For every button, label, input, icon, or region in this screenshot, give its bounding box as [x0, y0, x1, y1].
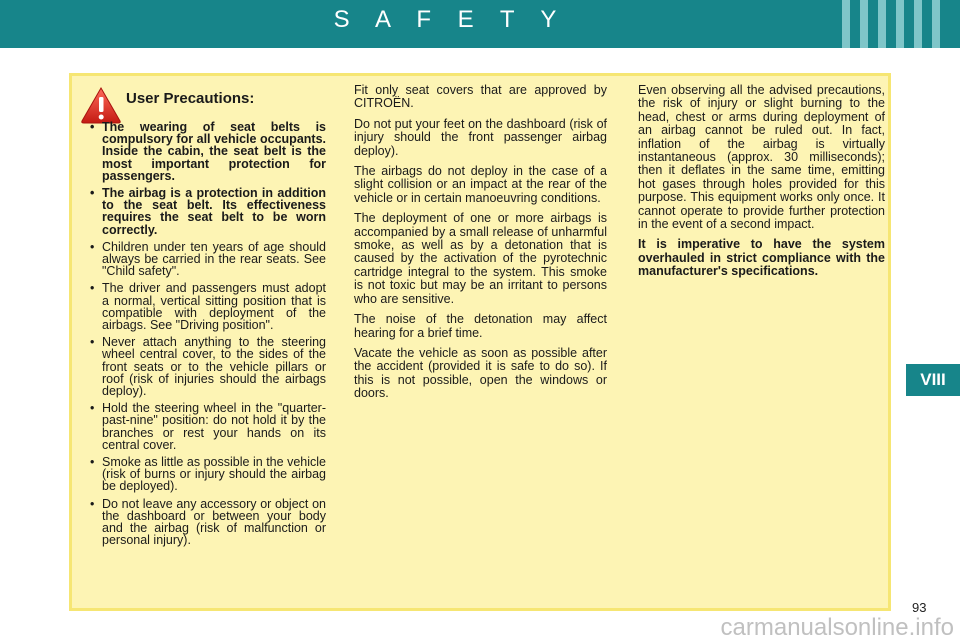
list-item: • Smoke as little as possible in the vehicle (risk of burns or injury should the airbag be deployed).	[86, 456, 326, 493]
list-item: • Do not leave any accessory or object on the dashboard or between your body and the airbag (risk of malfunction or personal injury).	[86, 498, 326, 547]
column-deployment-warning	[638, 84, 885, 286]
paragraph: Do not put your feet on the dashboard (risk of injury should the front passenger airbag deploy).	[354, 116, 607, 158]
list-item: • Hold the steering wheel in the "quarter-past-nine" position: do not hold it by the branches or rest your hands on its central cover.	[86, 402, 326, 451]
paragraph: Vacate the vehicle as soon as possible after the accident (provided it is safe to do so). If this is not possible, open the windows or doors.	[354, 345, 607, 401]
list-item: • Never attach anything to the steering wheel central cover, to the sides of the front seats or to the vehicle pillars or roof (risk of injuries should the airbags deploy).	[86, 336, 326, 397]
paragraph: The noise of the detonation may affect hearing for a brief time.	[354, 312, 607, 340]
paragraph: The deployment of one or more airbags is accompanied by a small release of unharmful smoke, as well as by a detonation that is caused by the activation of the pyrotechnic cartridge integral to the system. This smoke is not toxic but may be an irritant to persons who are sensitive.	[354, 211, 607, 306]
paragraph: Fit only seat covers that are approved by CITROËN.	[354, 83, 607, 111]
page-number: 93	[912, 600, 927, 615]
chapter-tab[interactable]: VIII	[906, 364, 960, 396]
list-item: • Children under ten years of age should always be carried in the rear seats. See "Child safety".	[86, 241, 326, 278]
header-stripe	[878, 0, 886, 48]
column-airbag-info	[354, 84, 607, 408]
content-panel	[69, 73, 891, 611]
page-title: S A F E T Y	[333, 6, 567, 33]
header-bar	[0, 0, 960, 48]
paragraph: Even observing all the advised precautions, the risk of injury or slight burning to the head, chest or arms during deployment of an airbag cannot be ruled out. In fact, inflation of the airbag is virtually instantaneous (approx. 30 milliseconds); then it deflates in the same time, emitting hot gases through holes provided for this purpose. This equipment works only once. It cannot operate to provide further protection in the event of a second impact.	[638, 83, 885, 232]
header-stripe	[932, 0, 940, 48]
list-item: • The driver and passengers must adopt a normal, vertical sitting position that is compatible with deployment of the airbags. See "Driving position".	[86, 282, 326, 331]
header-stripe	[914, 0, 922, 48]
column-user-precautions	[86, 84, 326, 552]
precautions-list	[86, 121, 326, 547]
paragraph: The airbags do not deploy in the case of a slight collision or an impact at the rear of the vehicle or in certain manoeuvring conditions.	[354, 164, 607, 205]
header-stripe	[896, 0, 904, 48]
watermark: carmanualsonline.info	[720, 614, 954, 641]
section-title: User Precautions:	[126, 90, 255, 107]
overhaul-note: It is imperative to have the system overhauled in strict compliance with the manufacturer's specifications.	[638, 237, 885, 279]
list-item: • The wearing of seat belts is compulsory for all vehicle occupants. Inside the cabin, the seat belt is the most important protection for passengers.	[86, 121, 326, 182]
list-item: • The airbag is a protection in addition to the seat belt. Its effectiveness requires the seat belt to be worn correctly.	[86, 187, 326, 236]
header-stripe	[860, 0, 868, 48]
header-stripe	[842, 0, 850, 48]
